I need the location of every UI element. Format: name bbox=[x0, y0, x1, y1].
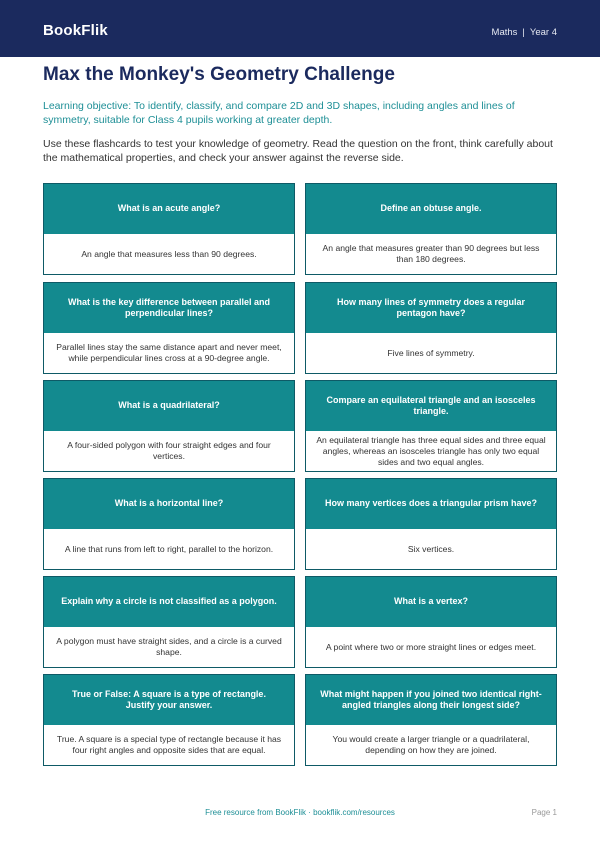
flashcard[interactable] bbox=[305, 478, 557, 570]
flashcard[interactable] bbox=[43, 576, 295, 668]
flashcard-question: Compare an equilateral triangle and an isosceles triangle. bbox=[306, 381, 556, 431]
flashcard-answer: Five lines of symmetry. bbox=[306, 333, 556, 373]
breadcrumb bbox=[492, 27, 557, 38]
flashcard-question: True or False: A square is a type of rectangle. Justify your answer. bbox=[44, 675, 294, 725]
flashcard-answer: True. A square is a special type of rectangle because it has four right angles and opposite sides that are equal. bbox=[44, 725, 294, 765]
flashcard[interactable] bbox=[305, 674, 557, 766]
page-number: Page 1 bbox=[531, 808, 557, 817]
flashcard-question: What is the key difference between parallel and perpendicular lines? bbox=[44, 283, 294, 333]
flashcard[interactable] bbox=[305, 380, 557, 472]
intro-text: Use these flashcards to test your knowledge of geometry. Read the question on the front, think carefully about the mathematical properties, and check your answer against the reverse side. bbox=[43, 138, 553, 164]
flashcard-answer: Six vertices. bbox=[306, 529, 556, 569]
flashcard-question: Define an obtuse angle. bbox=[306, 184, 556, 234]
flashcard-answer: An equilateral triangle has three equal sides and three equal angles, whereas an isosceles triangle has only two equal sides and two equal angles. bbox=[306, 431, 556, 471]
flashcard[interactable] bbox=[43, 183, 295, 275]
top-bar bbox=[0, 0, 600, 57]
flashcard-answer: A point where two or more straight lines or edges meet. bbox=[306, 627, 556, 667]
flashcard-question: How many lines of symmetry does a regular pentagon have? bbox=[306, 283, 556, 333]
flashcard[interactable] bbox=[43, 380, 295, 472]
flashcard-answer: A four-sided polygon with four straight edges and four vertices. bbox=[44, 431, 294, 471]
breadcrumb-year[interactable]: Year 4 bbox=[529, 27, 557, 38]
flashcard[interactable] bbox=[305, 183, 557, 275]
flashcard-question: What might happen if you joined two identical right-angled triangles along their longest side? bbox=[306, 675, 556, 725]
flashcard-question: What is an acute angle? bbox=[44, 184, 294, 234]
flashcard-answer: An angle that measures less than 90 degrees. bbox=[44, 234, 294, 274]
flashcard[interactable] bbox=[43, 282, 295, 374]
flashcard[interactable] bbox=[43, 674, 295, 766]
flashcard-answer: A line that runs from left to right, parallel to the horizon. bbox=[44, 529, 294, 569]
flashcard-question: What is a vertex? bbox=[306, 577, 556, 627]
page-title: Max the Monkey's Geometry Challenge bbox=[43, 64, 395, 85]
flashcard-answer: A polygon must have straight sides, and a circle is a curved shape. bbox=[44, 627, 294, 667]
flashcard[interactable] bbox=[43, 478, 295, 570]
brand-logo[interactable]: BookFlik bbox=[43, 22, 108, 39]
flashcard-question: What is a horizontal line? bbox=[44, 479, 294, 529]
flashcard-answer: Parallel lines stay the same distance apart and never meet, while perpendicular lines cross at a 90-degree angle. bbox=[44, 333, 294, 373]
flashcard-question: How many vertices does a triangular prism have? bbox=[306, 479, 556, 529]
flashcard-question: What is a quadrilateral? bbox=[44, 381, 294, 431]
breadcrumb-separator: | bbox=[522, 27, 525, 38]
flashcard-answer: You would create a larger triangle or a quadrilateral, depending on how they are joined. bbox=[306, 725, 556, 765]
flashcard-answer: An angle that measures greater than 90 degrees but less than 180 degrees. bbox=[306, 234, 556, 274]
breadcrumb-subject[interactable]: Maths bbox=[491, 27, 518, 38]
flashcard[interactable] bbox=[305, 576, 557, 668]
flashcard-question: Explain why a circle is not classified as a polygon. bbox=[44, 577, 294, 627]
learning-objective: Learning objective: To identify, classify, and compare 2D and 3D shapes, including angles and lines of symmetry, suitable for Class 4 pupils working at greater depth. bbox=[43, 100, 515, 126]
flashcard[interactable] bbox=[305, 282, 557, 374]
footer-credit[interactable]: Free resource from BookFlik · bookflik.com/resources bbox=[205, 808, 395, 817]
